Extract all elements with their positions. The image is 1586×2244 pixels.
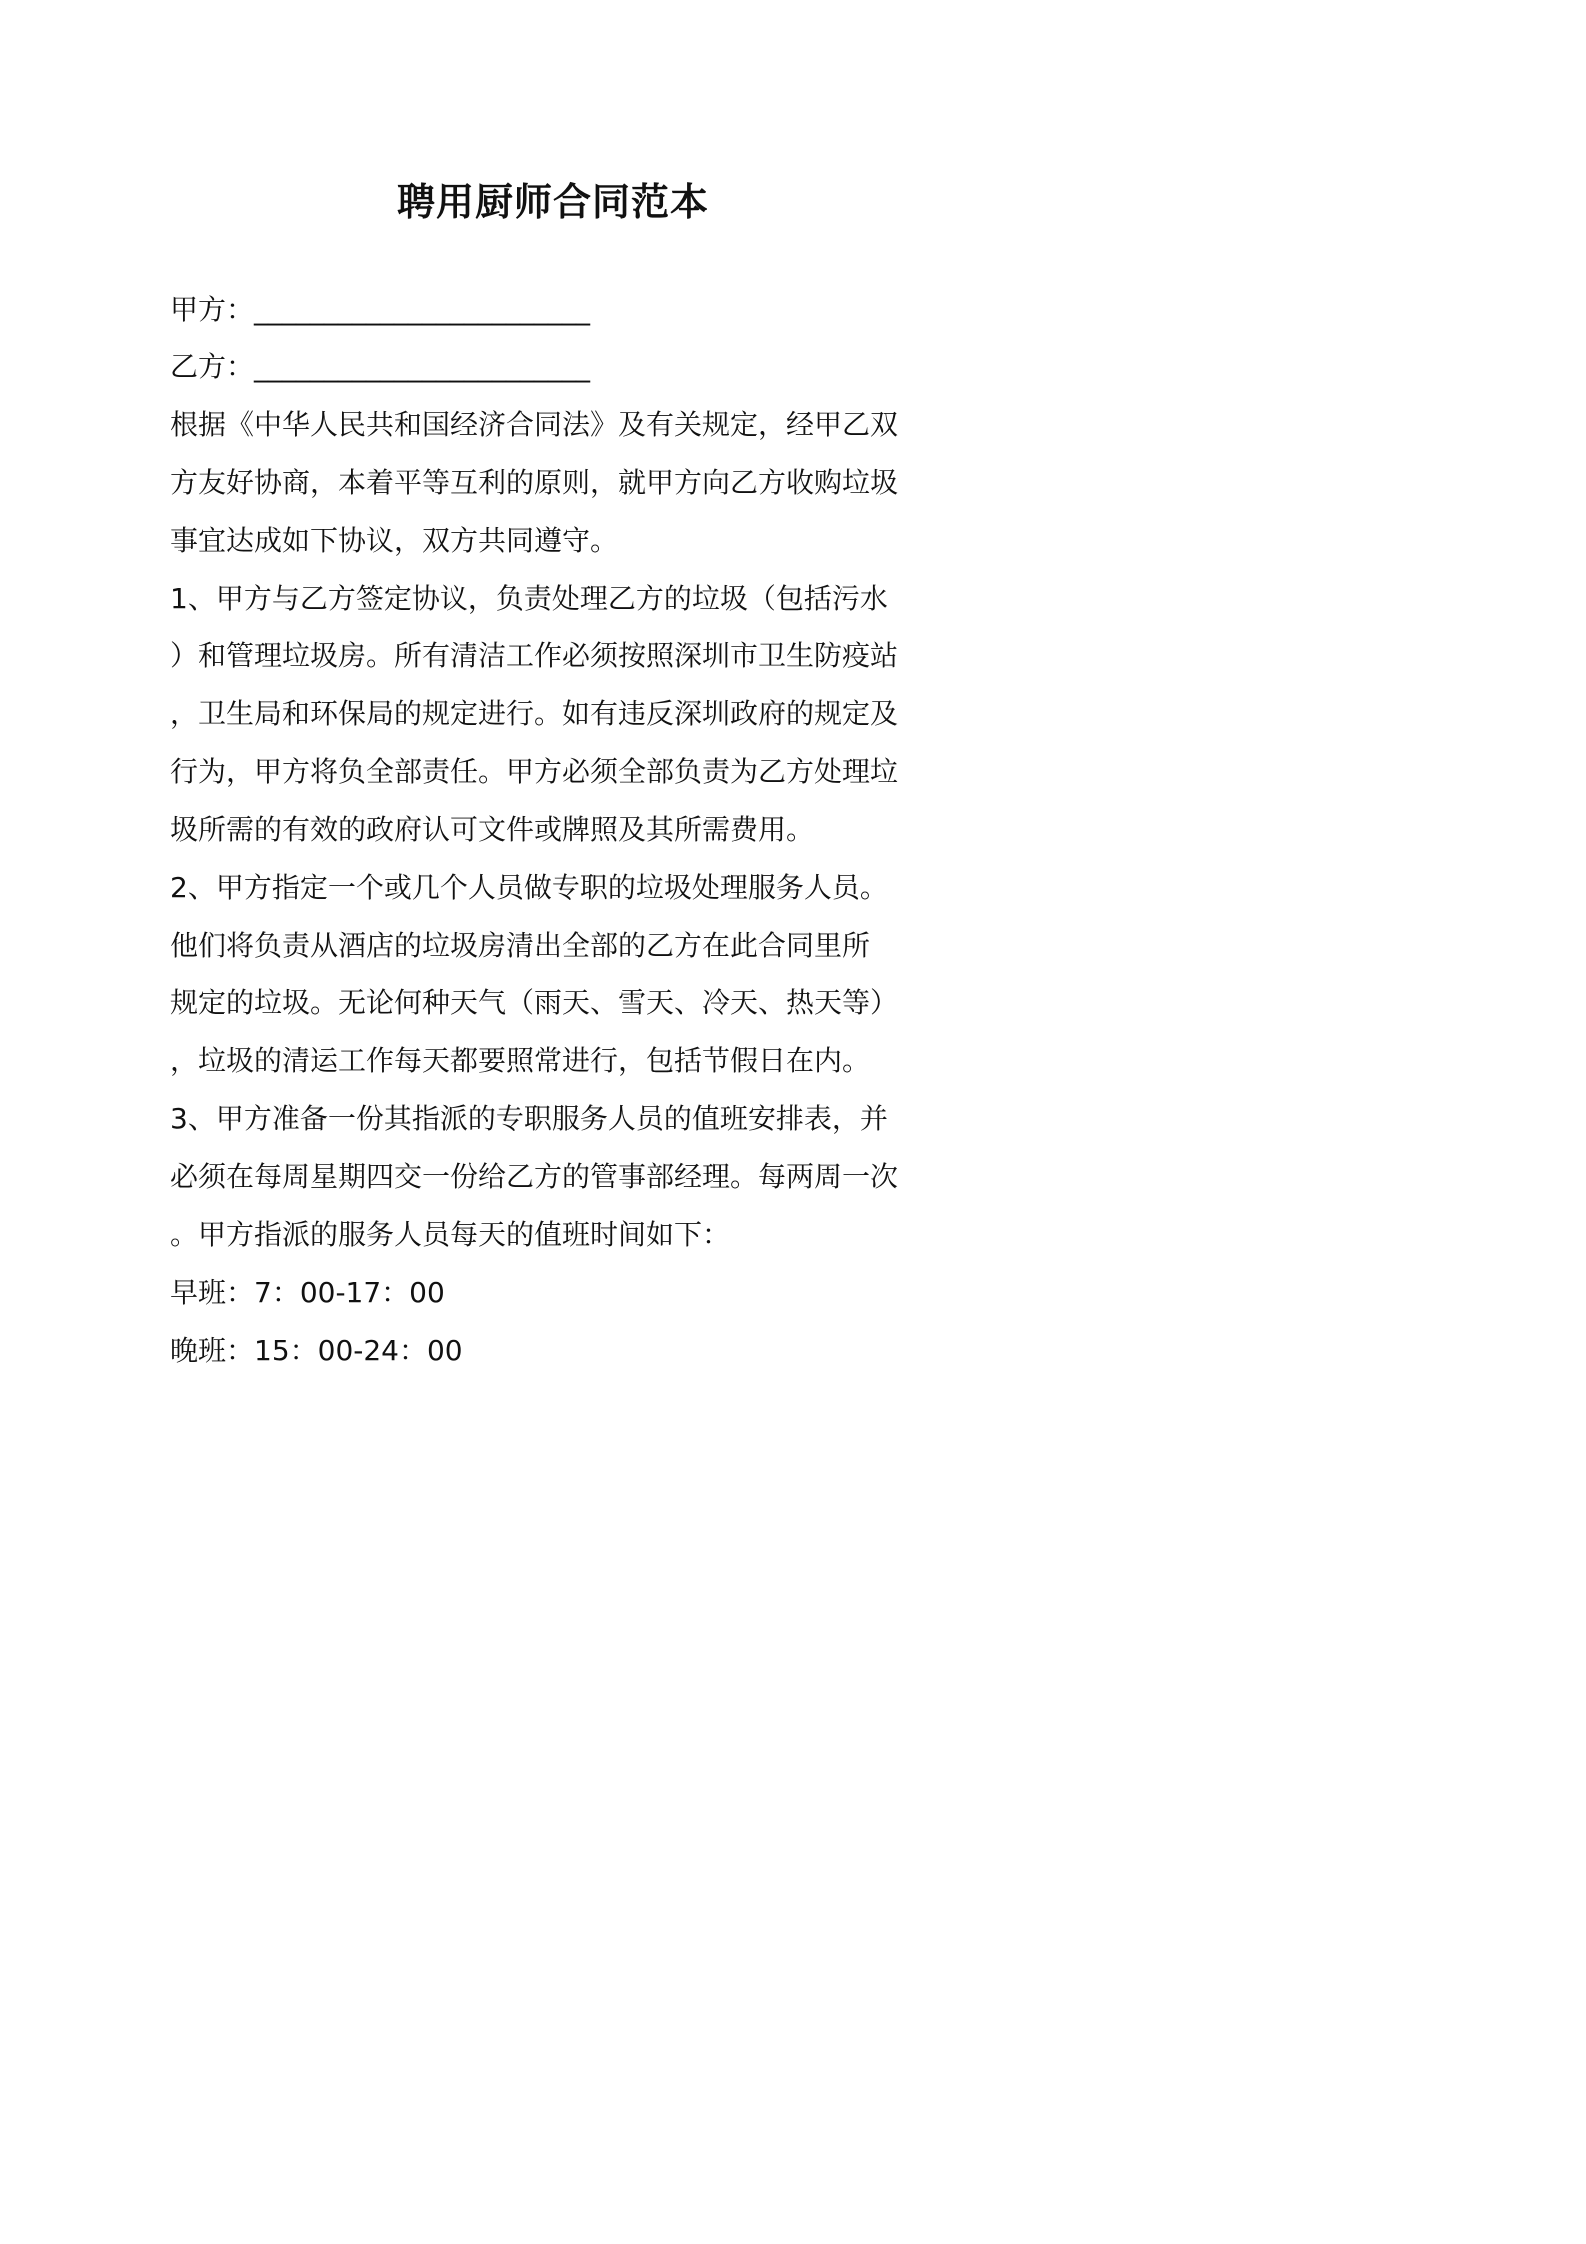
clause-2-line: ，垃圾的清运工作每天都要照常进行，包括节假日在内。 — [170, 1044, 871, 1077]
clause-1-line: ，卫生局和环保局的规定进行。如有违反深圳政府的规定及 — [170, 697, 899, 730]
document-title: 聘用厨师合同范本 — [396, 180, 709, 224]
clause-1-line: 行为，甲方将负全部责任。甲方必须全部负责为乙方处理垃 — [170, 755, 899, 788]
document-page — [0, 0, 1106, 1564]
morning-shift-line: 早班：7：00-17：00 — [170, 1276, 445, 1309]
clause-2-line: 他们将负责从酒店的垃圾房清出全部的乙方在此合同里所 — [170, 929, 871, 962]
clause-3-line: 。甲方指派的服务人员每天的值班时间如下： — [170, 1218, 731, 1251]
clause-3-line: 3、甲方准备一份其指派的专职服务人员的值班安排表，并 — [170, 1102, 888, 1135]
body-line: 根据《中华人民共和国经济合同法》及有关规定，经甲乙双 — [170, 408, 899, 441]
clause-2-line: 2、甲方指定一个或几个人员做专职的垃圾处理服务人员。 — [170, 871, 888, 904]
clause-1-line: 1、甲方与乙方签定协议，负责处理乙方的垃圾（包括污水 — [170, 582, 888, 615]
evening-shift-line: 晚班：15：00-24：00 — [170, 1334, 463, 1367]
clause-3-line: 必须在每周星期四交一份给乙方的管事部经理。每两周一次 — [170, 1160, 899, 1193]
party-a-line: 甲方：________________________ — [170, 293, 591, 326]
party-b-line: 乙方：________________________ — [170, 350, 591, 383]
clause-1-line: 圾所需的有效的政府认可文件或牌照及其所需费用。 — [170, 813, 815, 846]
body-line: 事宜达成如下协议，双方共同遵守。 — [170, 524, 619, 557]
body-line: 方友好协商，本着平等互利的原则，就甲方向乙方收购垃圾 — [170, 466, 899, 499]
clause-1-line: ）和管理垃圾房。所有清洁工作必须按照深圳市卫生防疫站 — [170, 639, 899, 672]
clause-2-line: 规定的垃圾。无论何种天气（雨天、雪天、冷天、热天等） — [170, 986, 899, 1019]
